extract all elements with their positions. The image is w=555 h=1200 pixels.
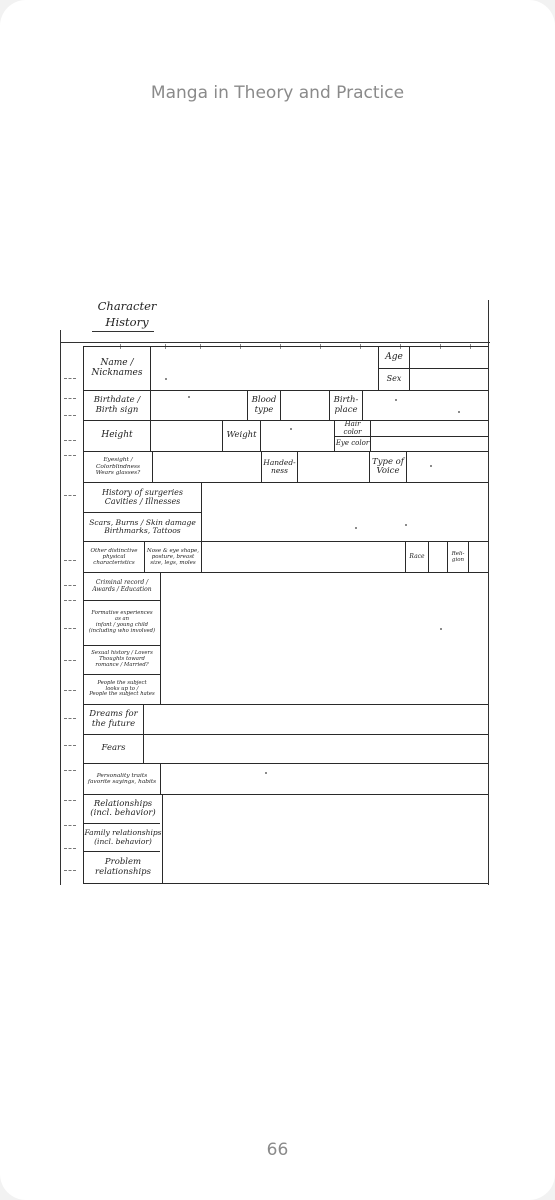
margin-tick [64, 718, 76, 719]
grid-line [260, 420, 261, 451]
margin-tick [64, 825, 76, 826]
grid-line [406, 451, 407, 482]
grid-line [150, 420, 151, 451]
margin-tick [64, 455, 76, 456]
label-formative: Formative experiences as an infant / young child (including who involved) [88, 610, 156, 634]
label-surgeries: History of surgeries Cavities / Illnesses [101, 487, 184, 506]
scan-speck [188, 396, 190, 398]
grid-line [160, 763, 161, 794]
title-underline [92, 331, 154, 332]
grid-line [362, 390, 363, 420]
grid-line [428, 541, 429, 572]
label-birthdate: Birthdate / Birth sign [93, 395, 141, 415]
margin-tick [64, 660, 76, 661]
margin-tick [64, 560, 76, 561]
scan-speck [405, 524, 407, 526]
margin-tick [64, 398, 76, 399]
margin-tick [64, 690, 76, 691]
scan-speck [440, 628, 442, 630]
label-religion: Reli- gion [451, 550, 465, 563]
label-family: Family relationships (incl. behavior) [84, 828, 162, 846]
label-problem: Problem relationships [95, 857, 151, 877]
margin-tick [64, 600, 76, 601]
scan-speck [165, 378, 167, 380]
label-eye-color: Eye color [335, 439, 370, 448]
label-sexual: Sexual history / Lovers Thoughts toward romance / Married? [91, 650, 153, 668]
grid-line [201, 482, 202, 541]
margin-tick [64, 800, 76, 801]
form-title [92, 298, 162, 330]
label-eyesight: Eyesight / Colorblindness Wears glasses? [95, 457, 141, 477]
form-right-border [488, 300, 489, 885]
label-weight: Weight [226, 430, 257, 441]
label-other-characteristics: Other distinctive physical characteristics [90, 547, 138, 567]
margin-tick [64, 628, 76, 629]
binding-line [60, 330, 61, 885]
grid-line [150, 390, 151, 420]
label-dreams: Dreams for the future [89, 709, 138, 729]
grid-line [162, 794, 163, 883]
margin-tick [64, 745, 76, 746]
page-number: 66 [266, 1140, 289, 1160]
label-height: Height [101, 430, 133, 441]
form-top-border [60, 342, 490, 343]
grid-line [160, 572, 161, 704]
margin-tick [64, 870, 76, 871]
label-nose-eye: Nose & eye shape, posture, breast size, legs, moles [146, 547, 200, 567]
label-fears: Fears [101, 743, 126, 754]
label-personality: Personality traits favorite sayings, habits [87, 772, 157, 785]
grid-line [297, 451, 298, 482]
label-handedness: Handed- ness [263, 457, 296, 475]
margin-tick [64, 495, 76, 496]
grid-line [280, 390, 281, 420]
label-blood-type: Blood type [251, 395, 277, 415]
margin-tick [64, 848, 76, 849]
form-title-line-2: History [105, 315, 149, 329]
scan-speck [458, 411, 460, 413]
margin-tick [64, 770, 76, 771]
margin-tick [64, 378, 76, 379]
label-relationships: Relationships (incl. behavior) [90, 798, 156, 818]
margin-tick [64, 440, 76, 441]
scan-speck [355, 527, 357, 529]
label-birthplace: Birth- place [333, 395, 359, 415]
form-title-line-1: Character [97, 299, 157, 313]
grid-line [201, 541, 202, 572]
margin-tick [64, 585, 76, 586]
label-hair-color: Hair color [343, 419, 362, 436]
label-age: Age [385, 351, 403, 362]
grid-line [143, 704, 144, 763]
grid-line [150, 346, 151, 390]
scan-speck [395, 399, 397, 401]
grid-line [83, 883, 488, 884]
label-criminal: Criminal record / Awards / Education [92, 578, 152, 593]
scan-speck [430, 465, 432, 467]
label-people: People the subject looks up to / People the subject hates [89, 679, 155, 698]
book-title: Manga in Theory and Practice [150, 83, 405, 103]
label-race: Race [409, 552, 425, 560]
label-sex: Sex [386, 374, 402, 384]
label-scars: Scars, Burns / Skin damage Birthmarks, Tattoos [89, 517, 196, 535]
label-name: Name / Nicknames [91, 357, 143, 378]
scan-speck [290, 428, 292, 430]
grid-line [468, 541, 469, 572]
label-voice: Type of Voice [372, 456, 404, 476]
grid-line [152, 451, 153, 482]
scan-speck [265, 772, 267, 774]
margin-tick [64, 415, 76, 416]
